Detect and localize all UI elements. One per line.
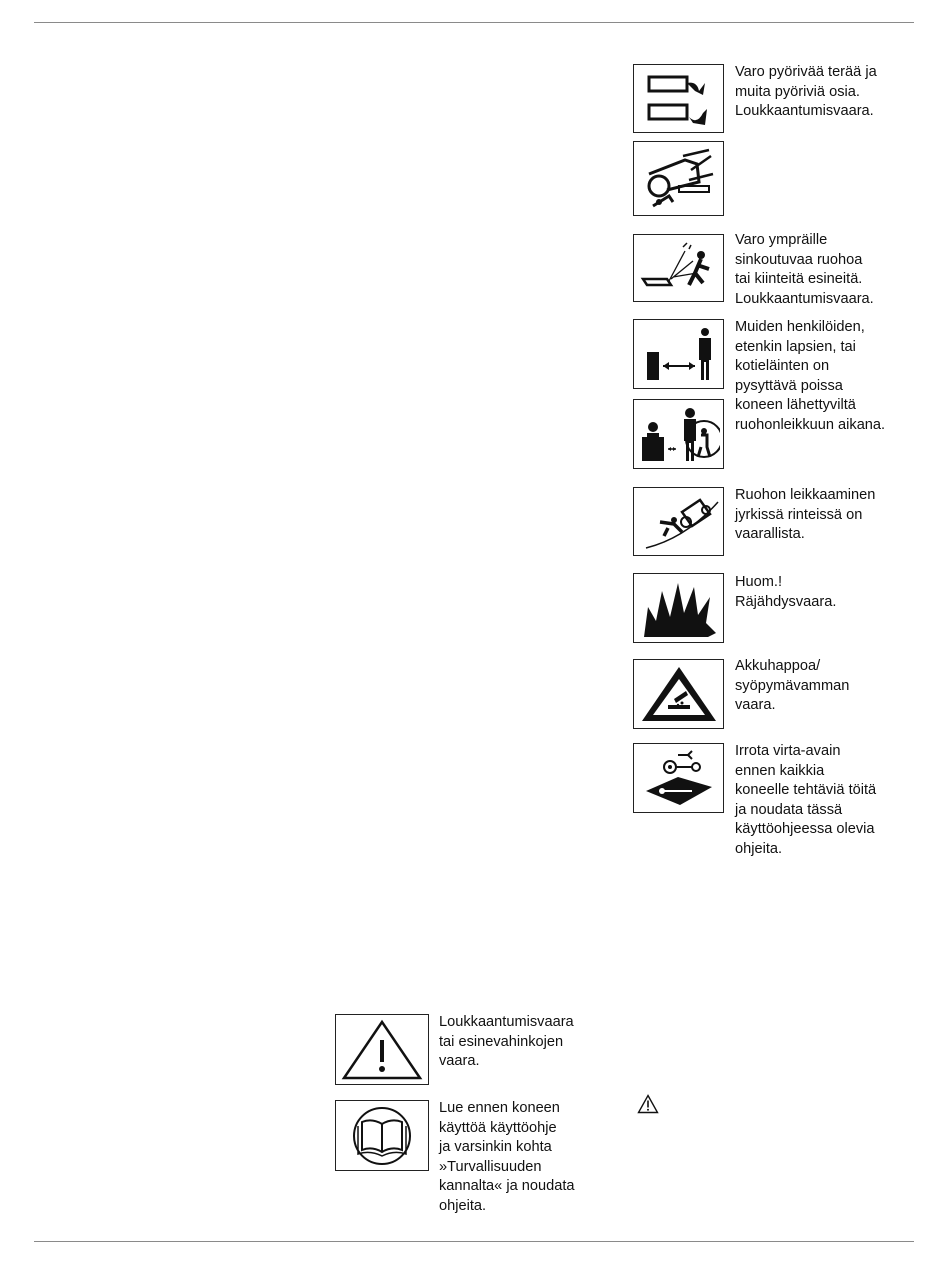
thrown-objects-icon	[633, 234, 724, 302]
slope-hazard-caption: Ruohon leikkaaminen jyrkissä rinteissä on vaarallista.	[735, 487, 876, 542]
read-manual-caption: Lue ennen koneen käyttöä käyttöohje ja varsinkin kohta »Turvallisuuden kannalta« ja noudata ohjeita.	[439, 1100, 575, 1214]
book-icon	[335, 1100, 429, 1171]
tractor-rollover-icon	[633, 141, 724, 216]
general-warning-caption: Loukkaantumisvaara tai esinevahinkojen vaara.	[439, 1014, 574, 1069]
thrown-objects-caption: Varo ympräille sinkoutuvaa ruohoa tai kiinteitä esineitä. Loukkaantumisvaara.	[735, 232, 874, 307]
explosion-caption: Huom.! Räjähdysvaara.	[735, 574, 837, 610]
remove-key-caption: Irrota virta-avain ennen kaikkia koneelle tehtäviä töitä ja noudata tässä käyttöohjeessa olevia ohjeita.	[735, 743, 877, 857]
keep-children-away-icon	[633, 399, 724, 469]
warning-triangle-icon	[335, 1014, 429, 1085]
rotating-blade-caption: Varo pyörivää terää ja muita pyöriviä osia. Loukkaantumisvaara.	[735, 64, 877, 119]
top-rule	[34, 22, 914, 23]
keep-distance-caption: Muiden henkilöiden, etenkin lapsien, tai kotieläinten on pysyttävä poissa koneen lähettyviltä ruohonleikkuun aikana.	[735, 319, 886, 433]
bottom-rule	[34, 1241, 914, 1242]
warning-triangle-small-icon	[637, 1094, 659, 1114]
explosion-icon	[633, 573, 724, 643]
slope-hazard-icon	[633, 487, 724, 556]
battery-acid-warning-icon	[633, 659, 724, 729]
remove-key-manual-icon	[633, 743, 724, 813]
keep-distance-icon	[633, 319, 724, 389]
battery-acid-caption: Akkuhappoa/ syöpymävamman vaara.	[735, 658, 850, 713]
rotating-blade-icon	[633, 64, 724, 133]
